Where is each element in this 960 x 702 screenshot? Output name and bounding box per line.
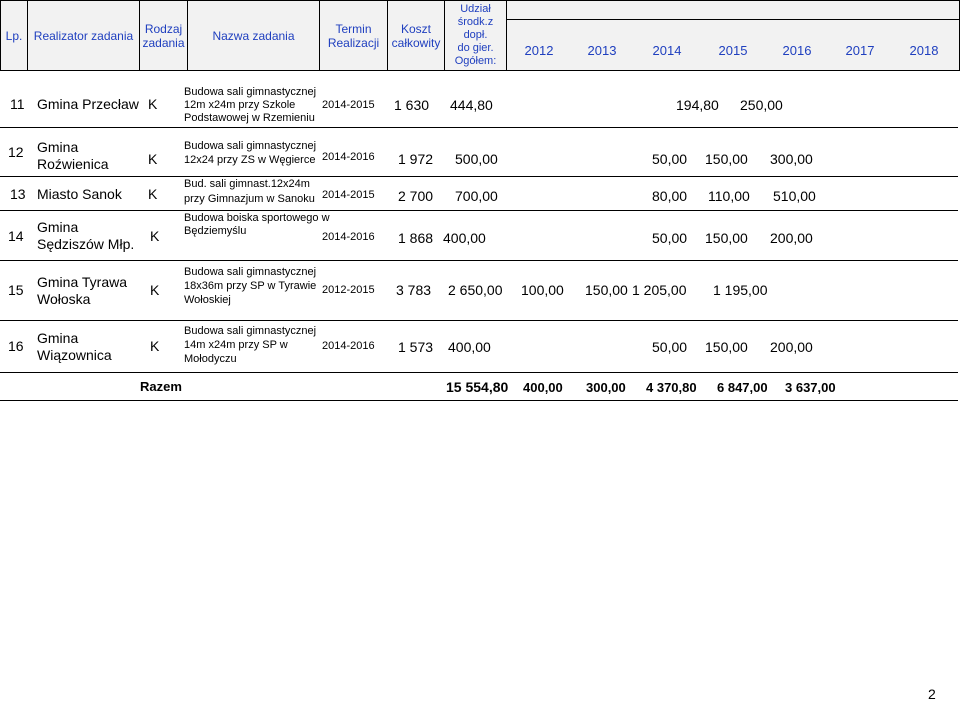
header-year: 2016: [782, 42, 812, 58]
header-termin-line: Termin: [335, 21, 372, 36]
row-realizator: Gmina: [37, 330, 79, 346]
row-value-2015: 110,00: [708, 188, 750, 204]
row-value-2016: 300,00: [770, 151, 813, 167]
row-realizator: Wołoska: [37, 291, 91, 307]
header-termin-line: Realizacji: [327, 35, 380, 50]
header-koszt: [388, 1, 444, 70]
row-udzial: 400,00: [443, 230, 486, 246]
row-value-2014: 50,00: [652, 339, 688, 355]
total-label: Razem: [140, 379, 182, 394]
row-koszt: 1 573: [398, 339, 434, 355]
header-lp: Lp.: [5, 28, 23, 43]
row-value-2015: 1 195,00: [713, 282, 768, 298]
row-realizator: Wiązownica: [37, 347, 112, 363]
row-value-2015: 150,00: [705, 151, 748, 167]
row-nazwa-line: Budowa boiska sportowego w: [184, 212, 330, 224]
total-value-2016: 3 637,00: [785, 380, 836, 395]
total-value-2012: 400,00: [523, 380, 563, 395]
header-year: 2017: [845, 42, 875, 58]
row-realizator: Gmina Przecław: [37, 96, 139, 112]
row-nazwa-line: 14m x24m przy SP w: [184, 339, 288, 351]
header-koszt-line: Koszt: [400, 21, 431, 36]
row-nazwa-line: 12x24 przy ZS w Węgierce: [184, 154, 316, 166]
table-header: [0, 0, 960, 71]
row-value-2016: 200,00: [770, 230, 813, 246]
row-realizator: Miasto Sanok: [37, 186, 122, 202]
row-realizator: Gmina: [37, 219, 79, 235]
row-udzial: 444,80: [450, 97, 493, 113]
row-koszt: 2 700: [398, 188, 434, 204]
row-koszt: 3 783: [396, 282, 432, 298]
row-realizator: Gmina: [37, 139, 79, 155]
row-nazwa-line: Bud. sali gimnast.12x24m: [184, 178, 310, 190]
row-lp: 12: [8, 144, 24, 160]
row-termin: 2014-2016: [322, 340, 375, 352]
total-value-2015: 6 847,00: [717, 380, 768, 395]
row-lp: 11: [10, 96, 25, 112]
row-udzial: 400,00: [448, 339, 491, 355]
row-termin: 2012-2015: [322, 284, 375, 296]
page-number: 2: [928, 686, 936, 702]
row-value-2014: 1 205,00: [632, 282, 687, 298]
row-koszt: 1 630: [394, 97, 430, 113]
row-termin: 2014-2015: [322, 189, 375, 201]
header-year: 2012: [524, 42, 554, 58]
row-rodzaj: K: [148, 96, 158, 112]
row-lp: 16: [8, 338, 24, 354]
row-termin: 2014-2016: [322, 231, 375, 243]
row-nazwa-line: przy Gimnazjum w Sanoku: [184, 193, 315, 205]
row-koszt: 1 972: [398, 151, 434, 167]
row-nazwa-line: Wołoskiej: [184, 294, 231, 306]
row-value-2016: 250,00: [740, 97, 783, 113]
header-nazwa: Nazwa zadania: [212, 28, 295, 43]
header-termin: [320, 1, 387, 70]
row-lp: 14: [8, 228, 24, 244]
row-value-2014: 50,00: [652, 151, 688, 167]
row-lp: 13: [10, 186, 26, 202]
row-value-2016: 510,00: [773, 188, 816, 204]
header-udzial-line: Udział: [460, 3, 491, 15]
row-divider: [0, 127, 958, 128]
row-rodzaj: K: [148, 151, 158, 167]
row-value-2014: 80,00: [652, 188, 688, 204]
row-divider: [0, 210, 958, 211]
header-year: 2014: [652, 42, 682, 58]
row-termin: 2014-2016: [322, 151, 375, 163]
header-rodzaj-line: zadania: [142, 35, 185, 50]
total-value-2013: 300,00: [586, 380, 626, 395]
row-value-2014: 50,00: [652, 230, 688, 246]
header-udzial-line: Ogółem:: [454, 55, 497, 67]
row-value-2015: 150,00: [705, 339, 748, 355]
row-value-2012: 100,00: [521, 282, 564, 298]
total-value-2014: 4 370,80: [646, 380, 697, 395]
row-divider: [0, 176, 958, 177]
row-divider: [0, 400, 958, 401]
row-value-2015: 150,00: [705, 230, 748, 246]
header-year: 2015: [718, 42, 748, 58]
row-udzial: 500,00: [455, 151, 498, 167]
row-value-2015: 194,80: [676, 97, 719, 113]
row-value-2013: 150,00: [585, 282, 628, 298]
total-koszt: 15 554,80: [446, 379, 509, 395]
row-nazwa-line: Podstawowej w Rzemieniu: [184, 112, 315, 124]
row-udzial: 700,00: [455, 188, 498, 204]
header-udzial: [445, 1, 506, 70]
divider: [506, 19, 959, 20]
row-rodzaj: K: [150, 282, 160, 298]
row-rodzaj: K: [150, 228, 160, 244]
header-year: 2013: [587, 42, 617, 58]
header-udzial-line: środk.z dopł.: [457, 16, 494, 41]
header-rodzaj: [140, 1, 187, 70]
row-nazwa-line: Budowa sali gimnastycznej: [184, 325, 317, 337]
row-nazwa-line: 18x36m przy SP w Tyrawie: [184, 280, 317, 292]
row-termin: 2014-2015: [322, 99, 375, 111]
row-lp: 15: [8, 282, 24, 298]
row-koszt: 1 868: [398, 230, 434, 246]
row-divider: [0, 320, 958, 321]
row-value-2016: 200,00: [770, 339, 813, 355]
row-nazwa-line: 12m x24m przy Szkole: [184, 99, 296, 111]
row-udzial: 2 650,00: [448, 282, 503, 298]
row-rodzaj: K: [150, 338, 160, 354]
header-koszt-line: całkowity: [391, 35, 441, 50]
header-realizator: Realizator zadania: [33, 28, 134, 43]
row-realizator: Roźwienica: [37, 156, 109, 172]
row-divider: [0, 372, 958, 373]
row-nazwa-line: Będziemyślu: [184, 225, 247, 237]
row-nazwa-line: Budowa sali gimnastycznej: [184, 140, 317, 152]
row-nazwa-line: Budowa sali gimnastycznej: [184, 266, 317, 278]
header-rodzaj-line: Rodzaj: [144, 21, 183, 36]
header-udzial-line: do gier.: [457, 42, 494, 54]
row-realizator: Gmina Tyrawa: [37, 274, 127, 290]
divider: [506, 1, 507, 70]
row-realizator: Sędziszów Młp.: [37, 236, 135, 252]
row-nazwa-line: Mołodyczu: [184, 353, 237, 365]
row-nazwa-line: Budowa sali gimnastycznej: [184, 86, 317, 98]
row-rodzaj: K: [148, 186, 158, 202]
header-year: 2018: [909, 42, 939, 58]
row-divider: [0, 260, 958, 261]
